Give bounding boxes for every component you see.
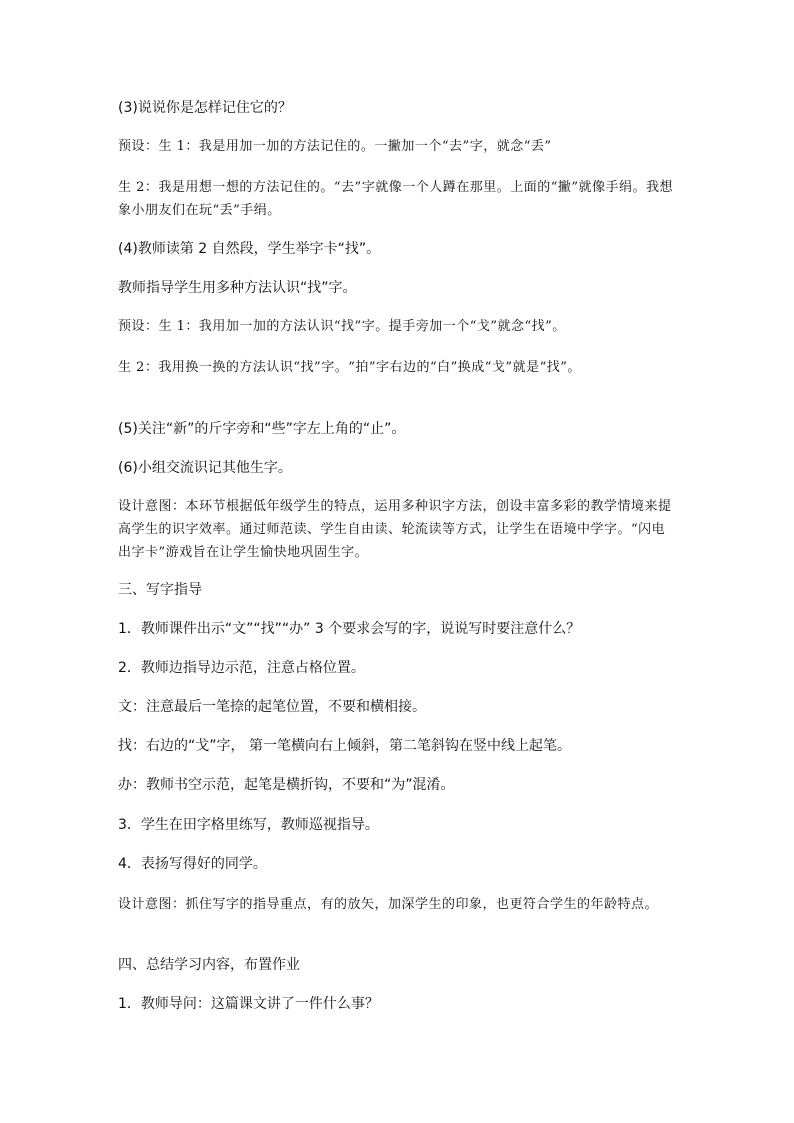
preset-student-2-zhao: 生 2：我用换一换的方法认识“找”字。“拍”字右边的“白”换成“戈”就是“找”。 xyxy=(118,360,581,375)
step-6-note: (6)小组交流识记其他生字。 xyxy=(118,460,292,476)
section-heading-summary: 四、总结学习内容，布置作业 xyxy=(118,957,300,973)
writing-step-4: 4．表扬写得好的同学。 xyxy=(118,856,267,872)
writing-zhao-note: 找：右边的“戈”字， 第一笔横向右上倾斜，第二笔斜钩在竖中线上起笔。 xyxy=(118,738,571,754)
step-3-question: (3)说说你是怎样记住它的？ xyxy=(118,100,292,116)
step-5-note: (5)关注“新”的斤字旁和“些”字左上角的“止”。 xyxy=(118,421,406,437)
summary-step-1: 1．教师导问：这篇课文讲了一件什么事？ xyxy=(118,996,379,1012)
writing-step-1: 1．教师课件出示“文”“找”“办” 3 个要求会写的字，说说写时要注意什么？ xyxy=(118,621,581,637)
writing-step-3: 3．学生在田字格里练写，教师巡视指导。 xyxy=(118,817,379,833)
design-intent-writing: 设计意图：抓住写字的指导重点，有的放矢，加深学生的印象，也更符合学生的年龄特点。 xyxy=(118,897,659,912)
writing-wen-note: 文：注意最后一笔捺的起笔位置，不要和横相接。 xyxy=(118,699,426,715)
preset-student-1-zhao: 预设：生 1：我用加一加的方法认识“找”字。提手旁加一个“戈”就念“找”。 xyxy=(118,319,566,334)
writing-ban-note: 办：教师书空示范，起笔是横折钩，不要和“为”混淆。 xyxy=(118,777,455,793)
design-intent-recognition: 设计意图：本环节根据低年级学生的特点，运用多种识字方法，创设丰富多彩的教学情境来提高学生的识字效率。通过师范读、学生自由读、轮流读等方式，让学生在语境中学字。“闪电出字卡”游戏旨在让学生愉快地巩固生字。 xyxy=(118,499,672,560)
preset-student-1-diu: 预设：生 1：我是用加一加的方法记住的。一撇加一个“去”字，就念“丢” xyxy=(118,139,552,154)
teacher-guidance-zhao: 教师指导学生用多种方法认识“找”字。 xyxy=(118,280,357,296)
preset-student-2-diu: 生 2：我是用想一想的方法记住的。“去”字就像一个人蹲在那里。上面的“撇”就像手绢。我想象小朋友们在玩“丢”手绢。 xyxy=(118,180,673,218)
section-heading-writing: 三、写字指导 xyxy=(118,582,202,598)
step-4-instruction: (4)教师读第 2 自然段，学生举字卡“找”。 xyxy=(118,241,381,257)
writing-step-2: 2．教师边指导边示范，注意占格位置。 xyxy=(118,660,365,676)
